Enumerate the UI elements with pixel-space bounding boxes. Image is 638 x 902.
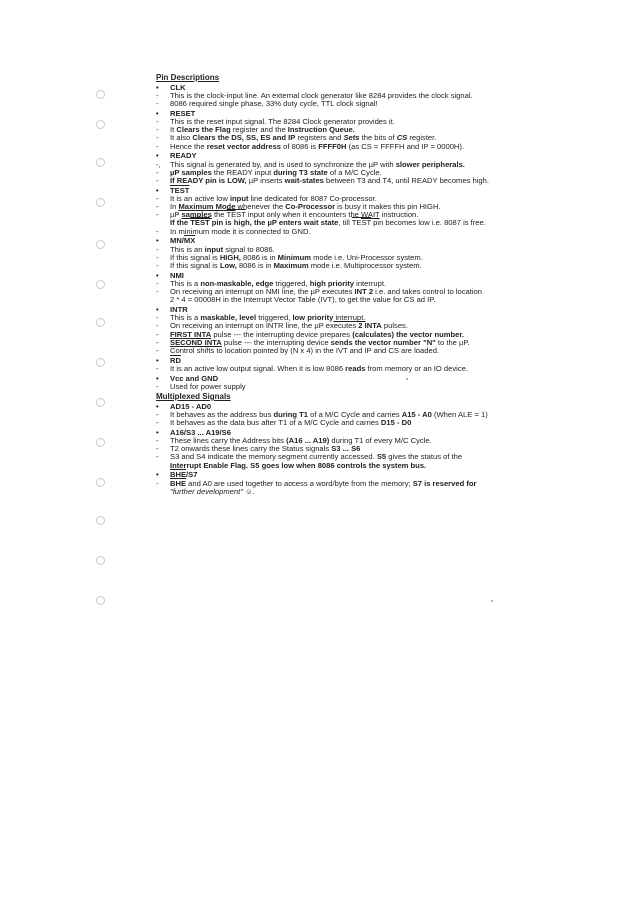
- test-line-1: - It is an active low input line dedicated for 8087 Co-processor.: [156, 193, 377, 203]
- rd-line-1: - It is an active low output signal. When it is low 8086 reads from memory or an IO device.: [156, 363, 468, 373]
- nmi-line-2: - On receiving an interrupt on NMI line, the µP executes INT 2 i.e. and takes control to location: [156, 287, 482, 297]
- ready-heading: • READY: [156, 151, 197, 161]
- intr-line-1: - This is a maskable, level triggered, low priority interrupt.: [156, 313, 366, 323]
- nmi-line-3: 2 * 4 = 00008H in the Interrupt Vector Table (IVT), to get the value for CS ad IP.: [170, 295, 436, 305]
- test-line-3: - µP samples the TEST input only when it encounters the WAIT instruction.: [156, 210, 419, 220]
- ad-heading: • AD15 - AD0: [156, 401, 212, 411]
- mnmx-line-2: - If this signal is HIGH, 8086 is in Minimum mode i.e. Uni-Processor system.: [156, 252, 423, 262]
- reset-heading: • RESET: [156, 108, 196, 118]
- ad-line-1: - It behaves as the address bus during T1 of a M/C Cycle and carries A15 - A0 (When ALE = 1): [156, 409, 488, 419]
- clk-line-2: - 8086 required single phase, 33% duty cycle, TTL clock signal!: [156, 99, 378, 109]
- intr-line-3: - FIRST INTA pulse --- the interrupting device prepares (calculates) the vector number.: [156, 329, 465, 339]
- mnmx-line-1: - This is an input signal to 8086.: [156, 244, 275, 254]
- multiplexed-signals-title: Multiplexed Signals: [156, 392, 231, 402]
- binder-holes: [96, 90, 110, 610]
- nmi-heading: • NMI: [156, 270, 184, 280]
- mnmx-line-3: - If this signal is Low, 8086 is in Maximum mode i.e. Multiprocessor system.: [156, 260, 422, 270]
- nmi-line-1: - This is a non-maskable, edge triggered, high priority interrupt.: [156, 278, 387, 288]
- reset-line-1: - This is the reset input signal. The 8284 Clock generator provides it.: [156, 117, 395, 127]
- intr-heading: • INTR: [156, 304, 188, 314]
- bhe-line-1: - $\overline{BHE}$ and A0 are used together to access a word/byte from the memory; S7 is reserved for: [156, 478, 477, 488]
- reset-line-4: - Hence the reset vector address of 8086 is FFFF0H (as CS = FFFFH and IP = 0000H).: [156, 141, 465, 151]
- ready-line-2: - µP samples the READY input during T3 state of a M/C Cycle.: [156, 167, 382, 177]
- ready-line-1: -, This signal is generated by, and is used to synchronize the µP with slower peripherals.: [156, 159, 465, 169]
- vcc-line-1: - Used for power supply: [156, 381, 246, 391]
- as-line-4: Interrupt Enable Flag. S5 goes low when 8086 controls the system bus.: [170, 460, 427, 470]
- test-line-4: If the TEST pin is high, the µP enters wait state, till TEST pin becomes low i.e. 8087 is free.: [170, 218, 486, 228]
- vcc-heading: • Vcc and GND: [156, 373, 219, 383]
- test-line-2: - In Maximum Mode whenever the Co-Processor is busy it makes this pin HIGH.: [156, 202, 441, 212]
- test-heading: • TEST: [156, 185, 190, 195]
- as-line-3: - S3 and S4 indicate the memory segment currently accessed. S5 gives the status of the: [156, 452, 463, 462]
- mnmx-heading: • $MN/\overline{MX}$: [156, 236, 196, 246]
- reset-line-3: - It also Clears the DS, SS, ES and IP registers and Sets the bits of CS register.: [156, 133, 437, 143]
- bhe-heading: • $\overline{BHE}/S7$: [156, 470, 198, 480]
- ad-line-2: - It behaves as the data bus after T1 of a M/C Cycle and carries D15 - D0: [156, 418, 412, 428]
- pin-descriptions-title: Pin Descriptions: [156, 73, 220, 82]
- document-body: [156, 74, 516, 496]
- intr-line-4: - SECOND INTA pulse --- the interrupting device sends the vector number "N" to the µP.: [156, 337, 470, 347]
- test-line-5: - In minimum mode it is connected to GND.: [156, 226, 311, 236]
- bhe-line-2: "further development" ☺.: [170, 486, 255, 496]
- as-line-2: - T2 onwards these lines carry the Status signals S3 ... S6: [156, 444, 361, 454]
- ready-line-3: - If READY pin is LOW, µP inserts wait-states between T3 and T4, until READY becomes high.: [156, 175, 489, 185]
- as-line-1: - These lines carry the Address bits (A16 ... A19) during T1 of every M/C Cycle.: [156, 436, 432, 446]
- intr-line-5: - Control shifts to location pointed by (N x 4) in the IVT and IP and CS are loaded.: [156, 346, 440, 355]
- rd-heading: • $\overline{RD}$: [156, 355, 181, 365]
- clk-heading: • CLK: [156, 82, 186, 92]
- reset-line-2: - It Clears the Flag register and the Instruction Queue.: [156, 125, 355, 135]
- as-heading: • A16/S3 ... A19/S6: [156, 427, 231, 437]
- intr-line-2: - On receiving an interrupt on INTR line, the µP executes 2 INTA pulses.: [156, 321, 408, 331]
- clk-line-1: - This is the clock-input line. An external clock generator like 8284 provides the clock signal.: [156, 90, 473, 100]
